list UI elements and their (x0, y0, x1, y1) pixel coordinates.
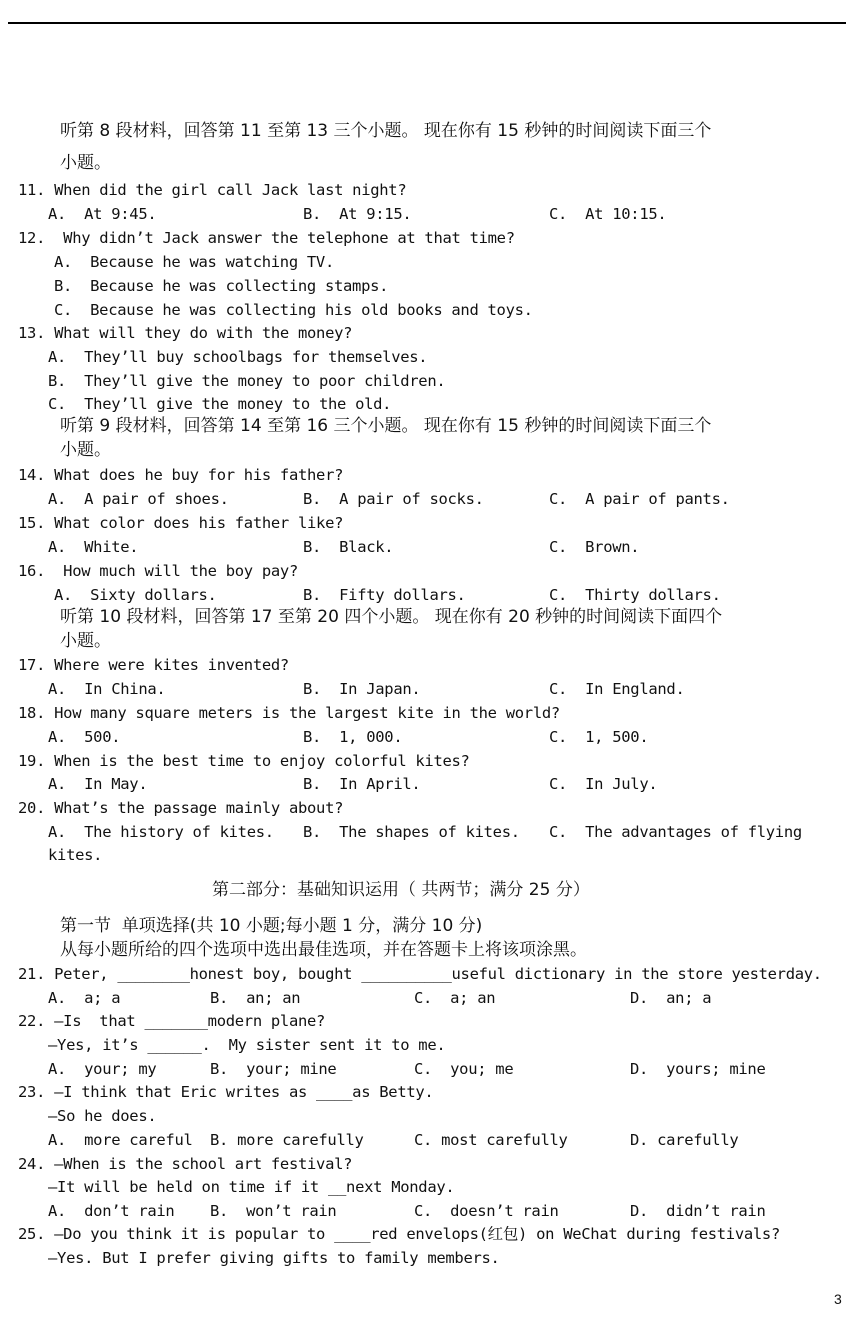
section-10-instruction: 听第 10 段材料，回答第 17 至第 20 四个小题。 现在你有 20 秒钟的时间阅读下面四个 (60, 607, 723, 627)
question-22-option-b: B. your; mine (210, 1060, 337, 1078)
question-24-stem: 24. —When is the school art festival? (18, 1155, 353, 1173)
question-20-stem: 20. What’s the passage mainly about? (18, 799, 344, 817)
question-18-option-a: A. 500. (48, 728, 121, 746)
question-21-option-d: D. an; a (630, 989, 712, 1007)
question-13-option-a: A. They’ll buy schoolbags for themselves. (48, 348, 428, 366)
question-16-stem: 16. How much will the boy pay? (18, 562, 298, 580)
question-15-option-b: B. Black. (303, 538, 394, 556)
question-15-option-a: A. White. (48, 538, 139, 556)
page-number: 3 (834, 1291, 842, 1307)
question-16-option-c: C. Thirty dollars. (549, 586, 721, 604)
question-22-option-d: D. yours; mine (630, 1060, 766, 1078)
question-20-option-b: B. The shapes of kites. (303, 823, 520, 841)
question-12-option-c: C. Because he was collecting his old books and toys. (54, 301, 533, 319)
question-15-stem: 15. What color does his father like? (18, 514, 344, 532)
question-14-option-b: B. A pair of socks. (303, 490, 484, 508)
question-14-option-c: C. A pair of pants. (549, 490, 730, 508)
question-11-option-a: A. At 9:45. (48, 205, 157, 223)
question-17-option-a: A. In China. (48, 680, 166, 698)
question-17-stem: 17. Where were kites invented? (18, 656, 289, 674)
question-23-option-b: B. more carefully (210, 1131, 364, 1149)
question-24-option-c: C. doesn’t rain (414, 1202, 559, 1220)
question-24-option-d: D. didn’t rain (630, 1202, 766, 1220)
question-21-option-c: C. a; an (414, 989, 496, 1007)
question-22-option-c: C. you; me (414, 1060, 514, 1078)
section-10-instruction-cont: 小题。 (60, 631, 111, 651)
section-8-instruction: 听第 8 段材料，回答第 11 至第 13 三个小题。 现在你有 15 秒钟的时间阅读下面三个 (60, 121, 712, 141)
question-22-option-a: A. your; my (48, 1060, 157, 1078)
question-20-option-a: A. The history of kites. (48, 823, 274, 841)
question-14-option-a: A. A pair of shoes. (48, 490, 229, 508)
question-19-option-c: C. In July. (549, 775, 658, 793)
question-19-stem: 19. When is the best time to enjoy colorful kites? (18, 752, 470, 770)
question-16-option-b: B. Fifty dollars. (303, 586, 466, 604)
header-rule (8, 22, 846, 24)
question-19-option-b: B. In April. (303, 775, 421, 793)
question-11-stem: 11. When did the girl call Jack last night? (18, 181, 407, 199)
question-21-option-a: A. a; a (48, 989, 121, 1007)
question-15-option-c: C. Brown. (549, 538, 640, 556)
question-11-option-b: B. At 9:15. (303, 205, 412, 223)
question-14-stem: 14. What does he buy for his father? (18, 466, 344, 484)
question-23-option-a: A. more careful (48, 1131, 193, 1149)
question-22-reply: —Yes, it’s ______. My sister sent it to me. (48, 1036, 446, 1054)
question-23-option-c: C. most carefully (414, 1131, 568, 1149)
question-19-option-a: A. In May. (48, 775, 148, 793)
part-2-title: 第二部分：基础知识运用（ 共两节；满分 25 分） (212, 880, 590, 900)
question-18-option-b: B. 1, 000. (303, 728, 403, 746)
question-17-option-b: B. In Japan. (303, 680, 421, 698)
question-25-stem: 25. —Do you think it is popular to ____red envelops(红包) on WeChat during festivals? (18, 1225, 780, 1243)
question-21-option-b: B. an; an (210, 989, 301, 1007)
question-24-option-b: B. won’t rain (210, 1202, 337, 1220)
question-24-option-a: A. don’t rain (48, 1202, 175, 1220)
question-20-option-c-cont: kites. (48, 846, 103, 864)
section-9-instruction: 听第 9 段材料，回答第 14 至第 16 三个小题。 现在你有 15 秒钟的时间阅读下面三个 (60, 416, 712, 436)
question-13-stem: 13. What will they do with the money? (18, 324, 353, 342)
question-23-stem: 23. —I think that Eric writes as ____as Betty. (18, 1083, 434, 1101)
question-25-reply: —Yes. But I prefer giving gifts to family members. (48, 1249, 500, 1267)
question-23-reply: —So he does. (48, 1107, 157, 1125)
question-16-option-a: A. Sixty dollars. (54, 586, 217, 604)
question-12-option-a: A. Because he was watching TV. (54, 253, 334, 271)
question-18-stem: 18. How many square meters is the largest kite in the world? (18, 704, 560, 722)
section-1-instruction: 从每小题所给的四个选项中选出最佳选项，并在答题卡上将该项涂黑。 (60, 940, 587, 960)
question-20-option-c: C. The advantages of flying (549, 823, 802, 841)
question-12-stem: 12. Why didn’t Jack answer the telephone at that time? (18, 229, 515, 247)
question-13-option-b: B. They’ll give the money to poor children. (48, 372, 446, 390)
section-1-title: 第一节 单项选择(共 10 小题;每小题 1 分，满分 10 分) (60, 916, 483, 936)
section-8-instruction-cont: 小题。 (60, 153, 111, 173)
question-13-option-c: C. They’ll give the money to the old. (48, 395, 392, 413)
question-23-option-d: D. carefully (630, 1131, 739, 1149)
question-22-stem: 22. —Is that _______modern plane? (18, 1012, 326, 1030)
question-21-stem: 21. Peter, ________honest boy, bought __________useful dictionary in the store yesterday. (18, 965, 822, 983)
question-12-option-b: B. Because he was collecting stamps. (54, 277, 389, 295)
question-17-option-c: C. In England. (549, 680, 685, 698)
question-18-option-c: C. 1, 500. (549, 728, 649, 746)
section-9-instruction-cont: 小题。 (60, 440, 111, 460)
question-24-reply: —It will be held on time if it __next Monday. (48, 1178, 455, 1196)
question-11-option-c: C. At 10:15. (549, 205, 667, 223)
